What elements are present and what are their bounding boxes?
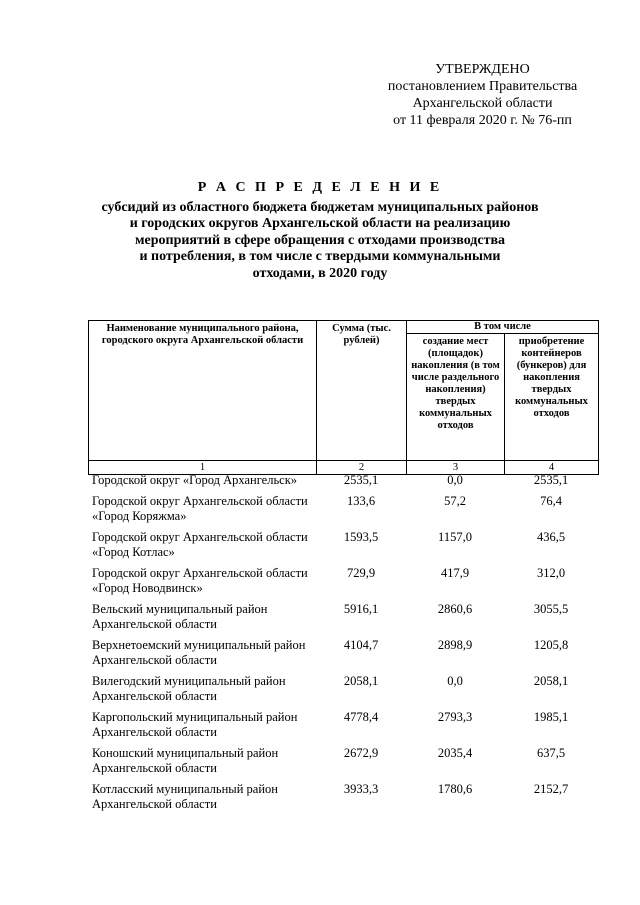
row-places: 2898,9 [437,637,473,652]
header-containers: приобретение контейнеров (бункеров) для накопления твердых коммунальных отходов [505,334,599,461]
row-containers: 2058,1 [533,673,569,688]
table-row [88,530,598,566]
row-places: 1157,0 [438,529,472,544]
row-containers: 2535,1 [533,473,569,487]
row-places: 2035,4 [437,745,473,760]
row-name: Котласский муниципальный район Архангельской области [92,781,278,811]
row-name: Коношский муниципальный район Архангельской области [92,745,279,775]
row-containers: 1205,8 [533,637,569,652]
header-places: создание мест (площадок) накопления (в том числе раздельного накопления) твердых коммунальных отходов [407,334,505,461]
row-name: Верхнетоемский муниципальный район Архангельской области [92,637,306,667]
subsidy-table [88,473,598,818]
title-line: отходами, в 2020 году [252,265,388,281]
row-sum: 4104,7 [343,637,379,652]
table-row [88,494,598,530]
row-containers: 3055,5 [533,601,569,616]
table-row [88,746,598,782]
row-name: Вельский муниципальный район Архангельской области [92,601,268,631]
row-name: Городской округ Архангельской области «Город Котлас» [92,529,308,559]
row-sum: 729,9 [346,565,376,580]
approval-line: Архангельской области [412,96,553,111]
row-places: 2860,6 [437,601,473,616]
table-row [88,710,598,746]
table-row [88,638,598,674]
column-number: 3 [407,461,505,475]
table-row [88,566,598,602]
row-places: 0,0 [447,473,463,487]
title-line: субсидий из областного бюджета бюджетам муниципальных районов [101,199,539,215]
table-row [88,473,598,494]
column-number: 4 [505,461,599,475]
row-sum: 3933,3 [343,781,379,796]
header-sum: Сумма (тыс. рублей) [317,321,407,461]
title-line: мероприятий в сфере обращения с отходами производства [134,232,506,248]
row-name: Каргопольский муниципальный район Архангельской области [92,709,298,739]
approval-block [340,61,625,129]
row-sum: 2672,9 [343,745,379,760]
row-places: 417,9 [440,565,470,580]
row-sum: 1593,5 [343,529,379,544]
approval-title: УТВЕРЖДЕНО [435,62,530,77]
title-heading: Р А С П Р Е Д Е Л Е Н И Е [197,180,443,195]
title-line: и городских округов Архангельской области на реализацию [129,216,511,231]
header-including: В том числе [407,321,599,334]
row-containers: 436,5 [536,529,566,544]
table-row [88,674,598,710]
column-number: 1 [89,461,317,475]
row-name: Вилегодский муниципальный район Архангельской области [92,673,286,703]
header-name: Наименование муниципального района, городского округа Архангельской области [89,321,317,461]
row-name: Городской округ Архангельской области «Город Коряжма» [92,493,308,523]
row-containers: 637,5 [536,745,566,760]
row-sum: 133,6 [346,493,376,508]
row-places: 2793,3 [437,709,473,724]
row-places: 0,0 [447,673,463,688]
table-row [88,602,598,638]
approval-line: постановлением Правительства [387,79,578,94]
row-containers: 1985,1 [533,709,569,724]
title-line: и потребления, в том числе с твердыми коммунальными [139,249,501,264]
row-name: Городской округ Архангельской области «Город Новодвинск» [92,565,308,595]
row-sum: 2058,1 [343,673,379,688]
row-places: 1780,6 [437,781,473,796]
row-sum: 4778,4 [343,709,379,724]
table-row [88,782,598,818]
table-header [88,320,599,475]
row-sum: 5916,1 [343,601,379,616]
column-number: 2 [317,461,407,475]
row-containers: 312,0 [536,565,566,580]
approval-date: от 11 февраля 2020 г. № 76-пп [393,113,572,128]
row-sum: 2535,1 [343,473,379,487]
row-containers: 76,4 [540,493,562,508]
row-name: Городской округ «Город Архангельск» [92,473,298,487]
row-containers: 2152,7 [533,781,569,796]
document-title [60,180,580,282]
row-places: 57,2 [444,493,466,508]
